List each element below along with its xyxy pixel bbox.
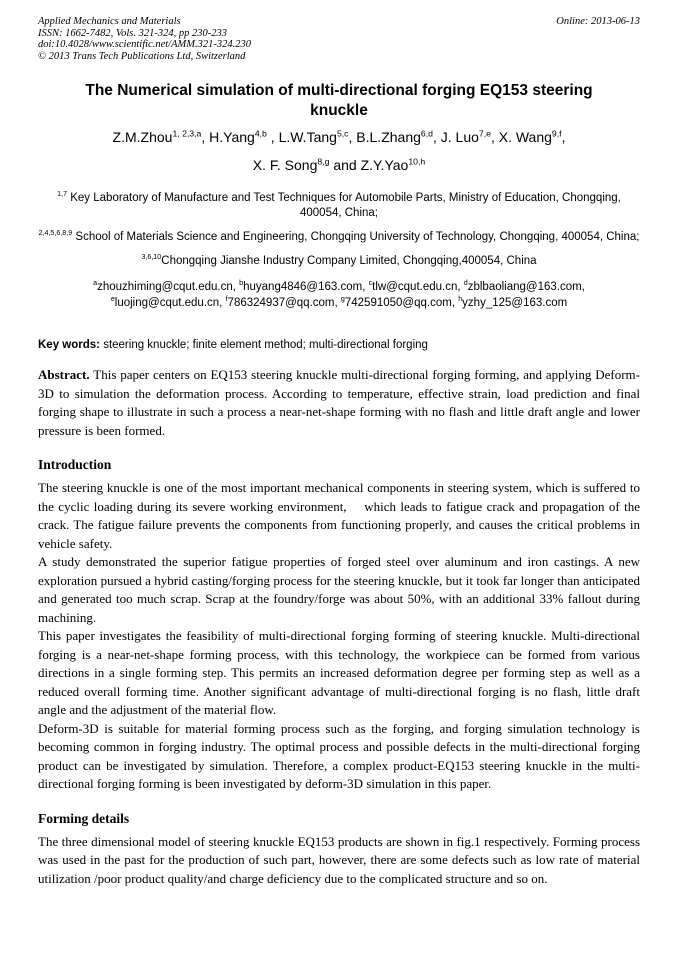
author-name: Z.Y.Yao xyxy=(360,157,409,174)
journal-header xyxy=(38,16,640,62)
emails-line-2 xyxy=(38,296,640,312)
email-superscript: g xyxy=(340,295,345,304)
section-heading-introduction: Introduction xyxy=(38,457,112,473)
author-name: B.L.Zhang xyxy=(356,129,421,146)
email-entry xyxy=(93,281,239,293)
email-entry xyxy=(239,281,368,293)
email-superscript: h xyxy=(458,295,463,304)
author-name: X. Wang xyxy=(498,129,552,146)
author-separator: , xyxy=(201,129,210,146)
author-superscript: 7,e xyxy=(478,128,491,139)
email-address: zblbaoliang@163.com xyxy=(467,281,582,294)
affiliation-superscript: 1,7 xyxy=(57,190,68,199)
email-separator: , xyxy=(219,296,226,309)
affiliation-text: Key Laboratory of Manufacture and Test Techniques for Automobile Parts, Ministry of Education, Chongqing, 400054, China; xyxy=(67,192,621,220)
author xyxy=(209,129,278,145)
header-meta-left xyxy=(38,16,251,62)
author-separator: , xyxy=(348,129,357,146)
author-superscript: 8,g xyxy=(317,156,330,167)
authors-line-1 xyxy=(38,123,640,151)
introduction-paragraph-2: A study demonstrated the superior fatigue properties of forged steel over aluminum and iron castings. A new exploration pursued a hybrid casting/forging process for the steering knuckle, but it took far longer than anticipated and generated too much scrap. Scrap at the foundry/forge was about 50%, with an additional 33% fallout during machining. xyxy=(38,554,640,625)
doi-line: doi:10.4028/www.scientific.net/AMM.321-324.230 xyxy=(38,39,251,51)
affiliation-superscript: 3,6,10 xyxy=(141,253,162,262)
keywords-line xyxy=(38,338,640,353)
authors-block xyxy=(38,123,640,179)
author xyxy=(113,129,210,145)
introduction-paragraph-3: This paper investigates the feasibility of multi-directional forging forming of steering knuckle. Multi-directional forging is a near-net-shape forming process, with this technology, the workpiece can be formed from various directions in a single forming step. This permits an increased deformation degree per forming step as well as a reduced overall forming time. Another significant advantage of multi-directional forging is no flash, little draft angle and the adjustment of the material flow. xyxy=(38,628,640,718)
email-superscript: b xyxy=(239,279,244,288)
email-separator: , xyxy=(362,281,369,294)
author-separator: , xyxy=(266,129,279,146)
email-address: yzhy_125@163.com xyxy=(462,296,568,309)
email-separator: , xyxy=(451,296,459,309)
emails-block xyxy=(38,280,640,311)
author-separator: and xyxy=(329,157,361,174)
email-separator: , xyxy=(581,281,585,294)
introduction-paragraph-1: The steering knuckle is one of the most important mechanical components in steering system, which is suffered to the cyclic loading during its severe working environment, which leads to fatigue crack and propagation of the crack. The fatigue failure prevents the components from functioning properly, and causes the critical problems in vehicle safety. xyxy=(38,480,640,551)
email-address: huyang4846@163.com xyxy=(243,281,363,294)
forming-details-paragraph-1: The three dimensional model of steering knuckle EQ153 products are shown in fig.1 respectively. Forming process was used in the past for the production of such part, however, there are some defects such as low rate of material utilization /poor product quality/and charge deficiency due to the complicated structure and so on. xyxy=(38,833,640,886)
author-separator: , xyxy=(561,129,566,146)
email-entry xyxy=(464,281,585,293)
affiliations-block xyxy=(38,191,640,269)
affiliation-3 xyxy=(38,254,640,269)
author-name: Z.M.Zhou xyxy=(112,129,173,146)
author xyxy=(361,157,426,173)
abstract-text: This paper centers on EQ153 steering knuckle multi-directional forging forming, and applying Deform-3D to simulation the deformation process. According to temperature, effective strain, load prediction and final forging shape to illustrate in such a process a near-net-shape forming with no flash and little draft angle and lower pressure is been formed. xyxy=(38,367,640,438)
email-address: 786324937@qq.com xyxy=(227,296,335,309)
email-separator: , xyxy=(232,281,240,294)
author-name: L.W.Tang xyxy=(278,129,337,146)
email-address: tlw@cqut.edu.cn xyxy=(372,281,458,294)
email-entry xyxy=(226,297,341,309)
journal-name: Applied Mechanics and Materials xyxy=(38,16,181,27)
affiliation-text: School of Materials Science and Engineering, Chongqing University of Technology, Chongqing, 400054, China; xyxy=(72,231,640,244)
author-name: X. F. Song xyxy=(252,157,318,174)
email-address: luojing@cqut.edu.cn xyxy=(114,296,220,309)
email-separator: , xyxy=(457,281,464,294)
email-superscript: c xyxy=(368,279,373,288)
keywords-text: steering knuckle; finite element method; multi-directional forging xyxy=(100,339,428,352)
author-superscript: 9,f xyxy=(551,128,562,139)
abstract-paragraph xyxy=(38,366,640,440)
email-entry xyxy=(111,297,226,309)
author xyxy=(441,129,499,145)
author xyxy=(356,129,440,145)
email-superscript: f xyxy=(225,295,228,304)
affiliation-superscript: 2,4,5,6,8,9 xyxy=(38,229,73,238)
author-superscript: 10,h xyxy=(408,156,426,167)
section-heading-forming-details: Forming details xyxy=(38,810,130,826)
email-entry xyxy=(458,297,567,309)
author xyxy=(253,157,361,173)
author-superscript: 6,d xyxy=(420,128,433,139)
emails-line-1 xyxy=(38,280,640,296)
paper-title: The Numerical simulation of multi-directional forging EQ153 steering knuckle xyxy=(85,82,593,120)
author xyxy=(499,129,566,145)
affiliation-2 xyxy=(38,230,640,245)
author-name: H.Yang xyxy=(209,129,255,146)
keywords-label: Key words: xyxy=(38,339,100,352)
issn-line: ISSN: 1662-7482, Vols. 321-324, pp 230-233 xyxy=(38,27,227,39)
author-superscript: 1, 2,3,a xyxy=(172,128,202,139)
author-name: J. Luo xyxy=(440,129,479,146)
email-superscript: d xyxy=(463,279,468,288)
author xyxy=(279,129,357,145)
email-superscript: a xyxy=(93,279,98,288)
author-superscript: 5,c xyxy=(336,128,349,139)
author-superscript: 4,b xyxy=(254,128,267,139)
email-entry xyxy=(341,297,458,309)
affiliation-1 xyxy=(38,191,640,221)
email-superscript: e xyxy=(110,295,115,304)
copyright-line: © 2013 Trans Tech Publications Ltd, Switzerland xyxy=(38,50,246,62)
authors-line-2 xyxy=(38,151,640,179)
email-separator: , xyxy=(334,296,341,309)
introduction-paragraph-4: Deform-3D is suitable for material forming process such as the forging, and forging simulation technology is becoming common in forging industry. The optimal process and possible defects in the multi-directional forging product can be investigated by simulation. Therefore, a complex product-EQ153 steering knuckle in the multi-directional forging forming is been investigated by deform-3D simulation in this paper. xyxy=(38,720,640,792)
email-address: 742591050@qq.com xyxy=(344,296,452,309)
author-separator: , xyxy=(490,129,499,146)
email-entry xyxy=(369,281,464,293)
online-date: Online: 2013-06-13 xyxy=(556,16,640,27)
affiliation-text: Chongqing Jianshe Industry Company Limited, Chongqing,400054, China xyxy=(161,255,537,268)
abstract-label: Abstract. xyxy=(38,367,90,383)
email-address: zhouzhiming@cqut.edu.cn xyxy=(97,281,233,294)
author-separator: , xyxy=(432,129,441,146)
